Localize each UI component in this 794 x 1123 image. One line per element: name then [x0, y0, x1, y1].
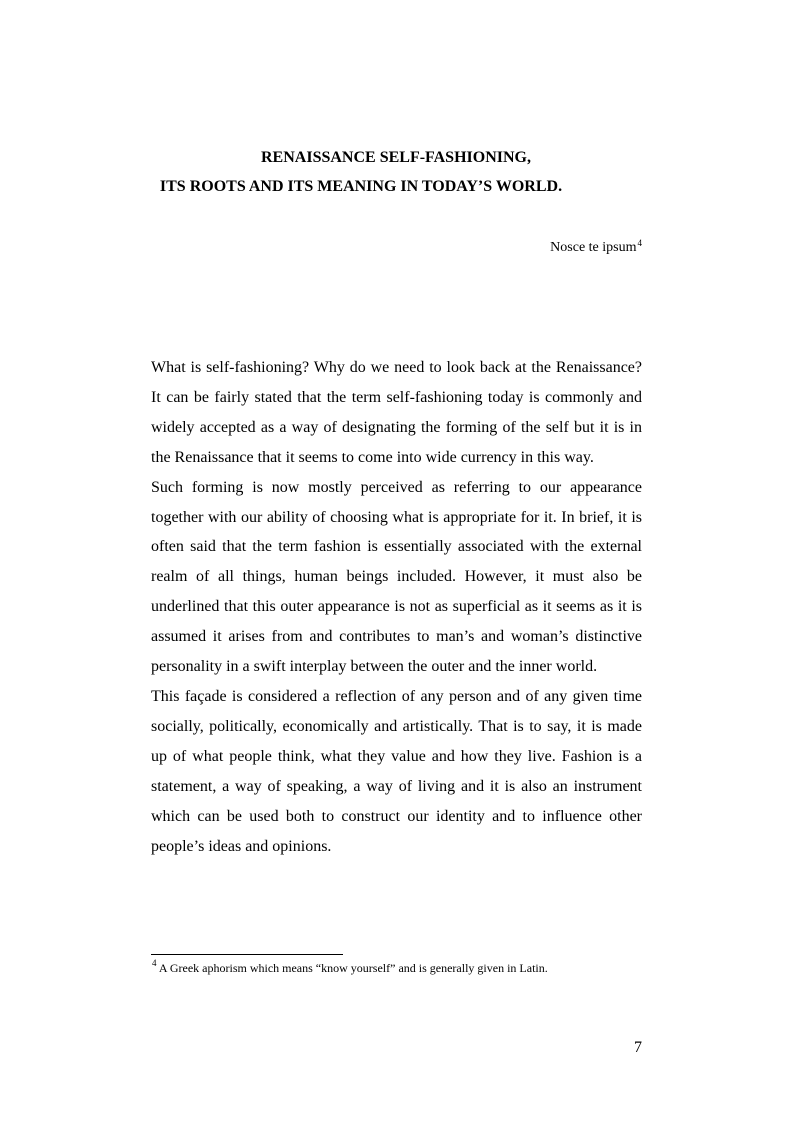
- paragraph-1: What is self-fashioning? Why do we need to look back at the Renaissance? It can be fairly stated that the term self-fashioning today is commonly and widely accepted as a way of designating the forming of the self but it is in the Renaissance that it seems to come into wide currency in this way.: [151, 359, 642, 466]
- paragraph-2: Such forming is now mostly perceived as referring to our appearance together with our ability of choosing what is appropriate for it. In brief, it is often said that the term fashion is essentially associated with the external realm of all things, human beings included. However, it must also be underlined that this outer appearance is not as superficial as it seems as it is assumed it arises from and contributes to man’s and woman’s distinctive personality in a swift interplay between the outer and the inner world.: [151, 478, 642, 676]
- footnote: [151, 960, 642, 976]
- body-text: [151, 353, 642, 861]
- title-line-1: RENAISSANCE SELF-FASHIONING,: [261, 149, 531, 166]
- page-number: 7: [634, 1039, 642, 1056]
- title-line-2: ITS ROOTS AND ITS MEANING IN TODAY’S WORLD.: [159, 178, 563, 195]
- paragraph-3: This façade is considered a reflection of any person and of any given time socially, politically, economically and artistically. That is to say, it is made up of what people think, what they value and how they live. Fashion is a statement, a way of speaking, a way of living and it is also an instrument which can be used both to construct our identity and to influence other people’s ideas and opinions.: [151, 687, 642, 855]
- epigraph-footnote-marker[interactable]: 4: [637, 238, 642, 248]
- epigraph-text: Nosce te ipsum: [550, 240, 637, 255]
- chapter-title: [150, 143, 642, 201]
- footnote-text: A Greek aphorism which means “know yourself” and is generally given in Latin.: [158, 961, 548, 975]
- footnote-divider: [151, 954, 343, 955]
- footnote-marker: 4: [152, 958, 157, 968]
- epigraph: [550, 238, 642, 258]
